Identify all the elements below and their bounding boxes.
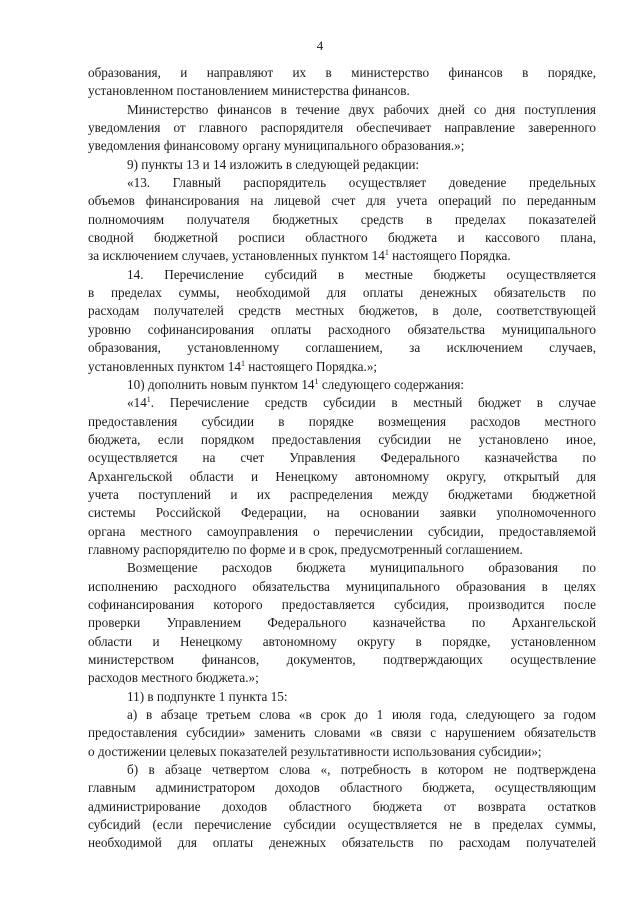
line-text: софинансирования которого предоставляется субсидия, производится после xyxy=(88,596,596,612)
text-line xyxy=(88,614,596,632)
text-line xyxy=(88,761,596,779)
line-text: 10) дополнить новым пунктом 14 xyxy=(127,376,315,392)
text-line xyxy=(88,486,596,504)
text-line xyxy=(88,358,596,376)
text-line xyxy=(88,302,596,320)
line-text: Возмещение расходов бюджета муниципального образования по xyxy=(127,560,596,576)
line-text: Архангельской области и Ненецкому автономному округу, открытый для xyxy=(88,468,596,484)
line-text-after: . Перечисление средств субсидии в местный бюджет в случае xyxy=(150,395,596,411)
text-line xyxy=(88,633,596,651)
text-line xyxy=(88,578,596,596)
line-text: предоставления субсидии» заменить словами «в связи с нарушением обязательств xyxy=(88,725,596,741)
superscript: 1 xyxy=(314,376,319,386)
text-line xyxy=(88,523,596,541)
text-line xyxy=(88,266,596,284)
text-line xyxy=(88,376,596,394)
line-text-after: настоящего Порядка. xyxy=(388,248,511,264)
line-text: 14. Перечисление субсидий в местные бюджеты осуществляется xyxy=(127,266,596,282)
line-text: проверки Управлением Федерального казначейства по Архангельской xyxy=(88,615,596,631)
text-line xyxy=(88,798,596,816)
line-text: за исключением случаев, установленных пунктом 14 xyxy=(88,248,385,264)
text-line xyxy=(88,192,596,210)
text-line xyxy=(88,394,596,412)
text-line xyxy=(88,706,596,724)
line-text: министерством финансов, документов, подтверждающих осуществление xyxy=(88,652,596,667)
text-line xyxy=(88,156,596,174)
line-text: о достижении целевых показателей результативности использования субсидии»; xyxy=(88,743,542,759)
line-text: 11) в подпункте 1 пункта 15: xyxy=(127,688,288,704)
line-text: администрирование доходов областного бюджета от возврата остатков xyxy=(88,798,596,814)
line-text: образования, установленному соглашением, за исключением случаев, xyxy=(88,340,596,356)
superscript: 1 xyxy=(146,395,151,405)
line-text: учета поступлений и их распределения между бюджетами бюджетной xyxy=(88,486,596,502)
line-text: субсидий (если перечисление субсидии осуществляется не в пределах суммы, xyxy=(88,817,596,833)
line-text: 9) пункты 13 и 14 изложить в следующей редакции: xyxy=(127,156,420,172)
line-text: установленном постановлением министерства финансов. xyxy=(88,83,410,99)
text-line xyxy=(88,82,596,100)
line-text: «14 xyxy=(127,395,147,411)
superscript: 1 xyxy=(240,358,245,368)
text-line xyxy=(88,724,596,742)
line-text: расходов местного бюджета.»; xyxy=(88,670,259,686)
document-body xyxy=(88,64,596,853)
text-line xyxy=(88,119,596,137)
text-line xyxy=(88,541,596,559)
text-line xyxy=(88,468,596,486)
text-line xyxy=(88,64,596,82)
line-text-after: настоящего Порядка.»; xyxy=(244,358,378,374)
line-text: области и Ненецкому автономному округу в порядке, установленном xyxy=(88,633,596,649)
text-line xyxy=(88,137,596,155)
text-line xyxy=(88,504,596,522)
text-line xyxy=(88,779,596,797)
text-line xyxy=(88,816,596,834)
line-text: уведомления от главного распорядителя обеспечивает направление заверенного xyxy=(88,120,596,136)
superscript: 1 xyxy=(384,248,389,258)
line-text: исполнению расходного обязательства муниципального образования в целях xyxy=(88,578,596,594)
line-text: главному распорядителю по форме и в срок, предусмотренный соглашением. xyxy=(88,541,523,557)
text-line xyxy=(88,688,596,706)
line-text: б) в абзаце четвертом слова «, потребность в котором не подтверждена xyxy=(127,762,596,778)
line-text: предоставления субсидии в порядке возмещения расходов местного xyxy=(88,413,596,429)
line-text: бюджета, если порядком предоставления субсидии не установлено иное, xyxy=(88,431,596,447)
text-line xyxy=(88,211,596,229)
text-line xyxy=(88,834,596,852)
line-text: полномочиям получателя бюджетных средств в пределах показателей xyxy=(88,211,596,227)
line-text: органа местного самоуправления о перечислении субсидии, предоставляемой xyxy=(88,523,596,539)
text-line xyxy=(88,321,596,339)
line-text: осуществляется на счет Управления Федерального казначейства по xyxy=(88,450,596,466)
text-line xyxy=(88,596,596,614)
line-text: необходимой для оплаты денежных обязательств по расходам получателей xyxy=(88,835,596,851)
text-line xyxy=(88,101,596,119)
line-text: «13. Главный распорядитель осуществляет доведение предельных xyxy=(127,175,596,191)
text-line xyxy=(88,669,596,687)
line-text-after: следующего содержания: xyxy=(318,376,465,392)
text-line xyxy=(88,339,596,357)
text-line xyxy=(88,229,596,247)
text-line xyxy=(88,413,596,431)
line-text: сводной бюджетной росписи областного бюджета и кассового плана, xyxy=(88,230,596,246)
line-text: расходам получателей средств местных бюджетов, в доле, соответствующей xyxy=(88,303,596,319)
line-text: установленных пунктом 14 xyxy=(88,358,241,374)
line-text: системы Российской Федерации, на основании заявки уполномоченного xyxy=(88,505,596,521)
line-text: главным администратором доходов областного бюджета, осуществляющим xyxy=(88,780,596,796)
text-line xyxy=(88,743,596,761)
line-text: в пределах суммы, необходимой для оплаты денежных обязательств по xyxy=(88,285,596,301)
text-line xyxy=(88,431,596,449)
text-line xyxy=(88,449,596,467)
text-line xyxy=(88,247,596,265)
line-text: объемов финансирования на лицевой счет для учета операций по переданным xyxy=(88,193,596,209)
line-text: уведомления финансовому органу муниципального образования.»; xyxy=(88,138,465,154)
page-number: 4 xyxy=(316,38,324,53)
text-line xyxy=(88,559,596,577)
line-text: уровню софинансирования оплаты расходного обязательства муниципального xyxy=(88,321,596,337)
line-text: Министерство финансов в течение двух рабочих дней со дня поступления xyxy=(127,101,596,117)
text-line xyxy=(88,284,596,302)
line-text: а) в абзаце третьем слова «в срок до 1 июля года, следующего за годом xyxy=(127,707,596,723)
text-line xyxy=(88,651,596,669)
text-line xyxy=(88,174,596,192)
line-text: образования, и направляют их в министерство финансов в порядке, xyxy=(88,65,596,80)
